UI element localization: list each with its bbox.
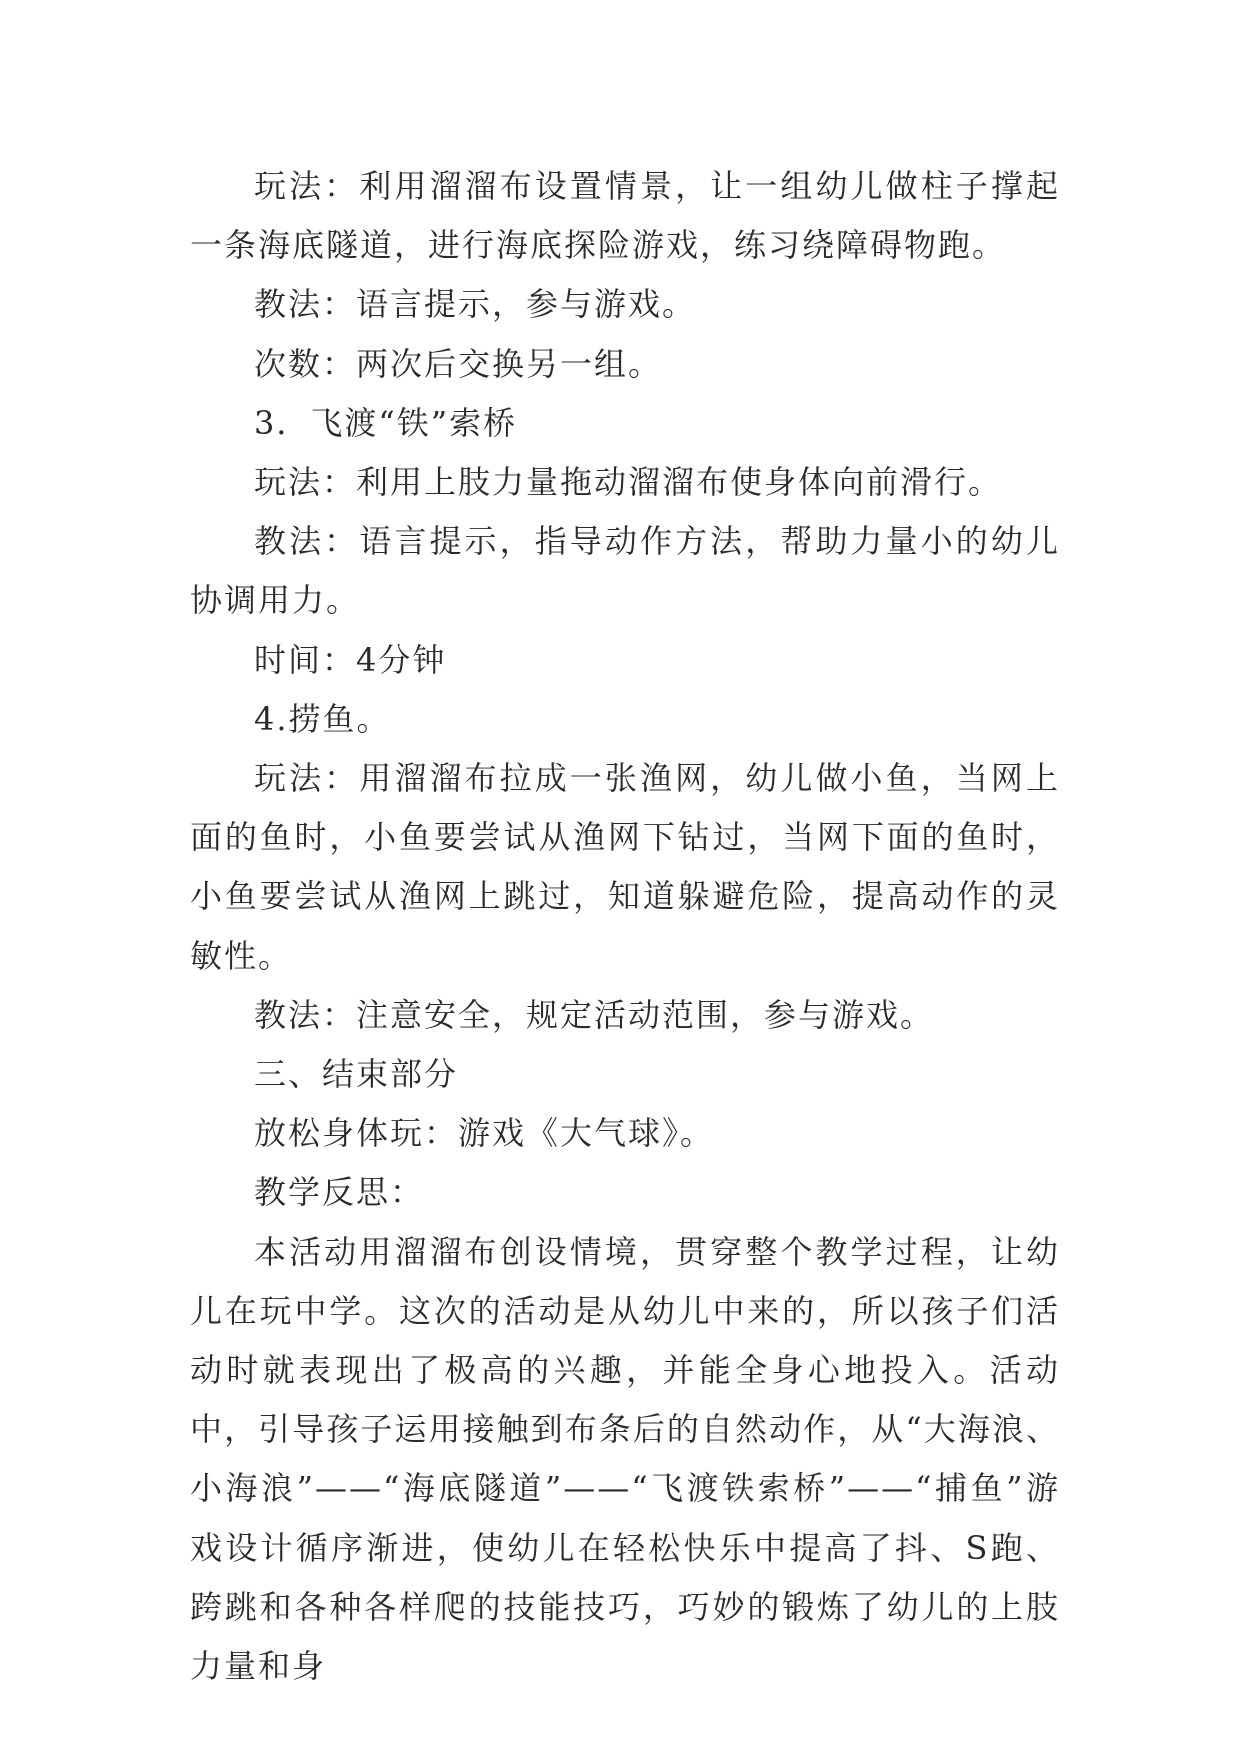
paragraph-play-method-bridge: 玩法：利用上肢力量拖动溜溜布使身体向前滑行。 xyxy=(254,463,1003,502)
section-heading-iron-bridge: 3．飞渡“铁”索桥 xyxy=(254,403,518,442)
paragraph-repetitions: 次数：两次后交换另一组。 xyxy=(254,344,663,383)
paragraph-reflection: 本活动用溜溜布创设情境，贯穿整个教学过程，让幼儿在玩中学。这次的活动是从幼儿中来的，所以孩子们活动时就表现出了极高的兴趣，并能全身心地投入。活动中，引导孩子运用接触到布条后的自然动作，从“大海浪、小海浪”——“海底隧道”——“飞渡铁索桥”——“捕鱼”游戏设计循序渐进，使幼儿在轻松快乐中提高了抖、S跑、跨跳和各种各样爬的技能技巧，巧妙的锻炼了幼儿的上肢力量和身 xyxy=(190,1232,1060,1686)
paragraph-play-method-tunnel: 玩法：利用溜溜布设置情景，让一组幼儿做柱子撑起一条海底隧道，进行海底探险游戏，练习绕障碍物跑。 xyxy=(190,167,1060,265)
paragraph-teaching-method-1: 教法：语言提示，参与游戏。 xyxy=(254,285,697,324)
document-body xyxy=(190,157,1060,1696)
paragraph-relax-game: 放松身体玩：游戏《大气球》。 xyxy=(254,1114,715,1153)
section-heading-fishing: 4.捞鱼。 xyxy=(254,699,391,738)
paragraph-teaching-method-3: 教法：注意安全，规定活动范围，参与游戏。 xyxy=(254,995,935,1034)
section-heading-ending: 三、结束部分 xyxy=(254,1055,459,1094)
paragraph-duration: 时间：4分钟 xyxy=(254,640,447,679)
paragraph-play-method-fishing: 玩法：用溜溜布拉成一张渔网，幼儿做小鱼，当网上面的鱼时，小鱼要尝试从渔网下钻过，当网下面的鱼时，小鱼要尝试从渔网上跳过，知道躲避危险，提高动作的灵敏性。 xyxy=(190,759,1060,975)
paragraph-teaching-method-2: 教法：语言提示，指导动作方法，帮助力量小的幼儿协调用力。 xyxy=(190,522,1060,620)
section-heading-reflection: 教学反思： xyxy=(254,1173,425,1212)
